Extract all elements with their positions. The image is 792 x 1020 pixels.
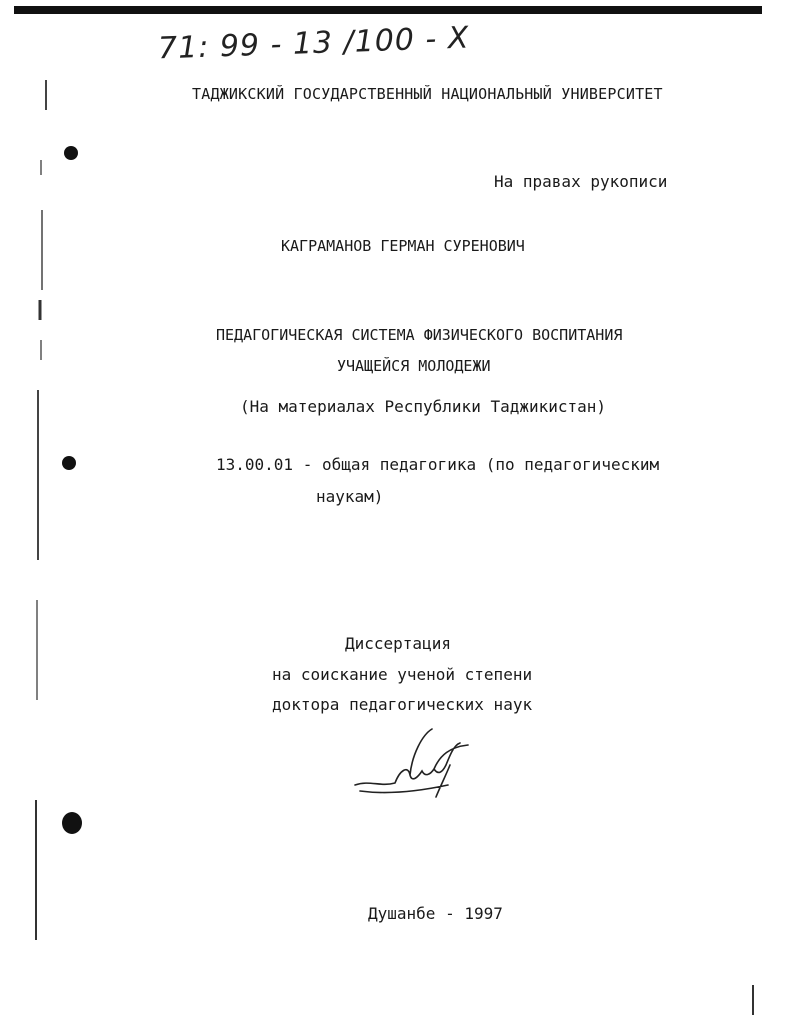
university-name: ТАДЖИКСКИЙ ГОСУДАРСТВЕННЫЙ НАЦИОНАЛЬНЫЙ УНИВЕРСИТЕТ [192, 85, 663, 103]
handwritten-signature [350, 725, 480, 805]
dissertation-subtitle: (На материалах Республики Таджикистан) [240, 397, 607, 416]
author-name: КАГРАМАНОВ ГЕРМАН СУРЕНОВИЧ [281, 237, 525, 255]
hole-punch-mark [62, 456, 76, 470]
degree-line-1: Диссертация [345, 634, 451, 653]
hole-punch-mark [64, 146, 78, 160]
dissertation-title-line-1: ПЕДАГОГИЧЕСКАЯ СИСТЕМА ФИЗИЧЕСКОГО ВОСПИТАНИЯ [216, 326, 623, 344]
hole-punch-mark [62, 812, 82, 834]
degree-line-2: на соискание ученой степени [272, 665, 533, 684]
specialty-line-1: 13.00.01 - общая педагогика (по педагогическим [216, 455, 660, 474]
rights-note: На правах рукописи [494, 172, 668, 191]
city-and-year: Душанбе - 1997 [368, 904, 503, 923]
degree-line-3: доктора педагогических наук [272, 695, 533, 714]
dissertation-title-line-2: УЧАЩЕЙСЯ МОЛОДЕЖИ [337, 357, 491, 375]
scan-top-border [14, 6, 762, 14]
handwritten-catalog-code: 71: 99 - 13 /100 - X [157, 20, 470, 67]
specialty-line-2: наукам) [316, 487, 384, 506]
scan-edge-mark [752, 985, 754, 1015]
